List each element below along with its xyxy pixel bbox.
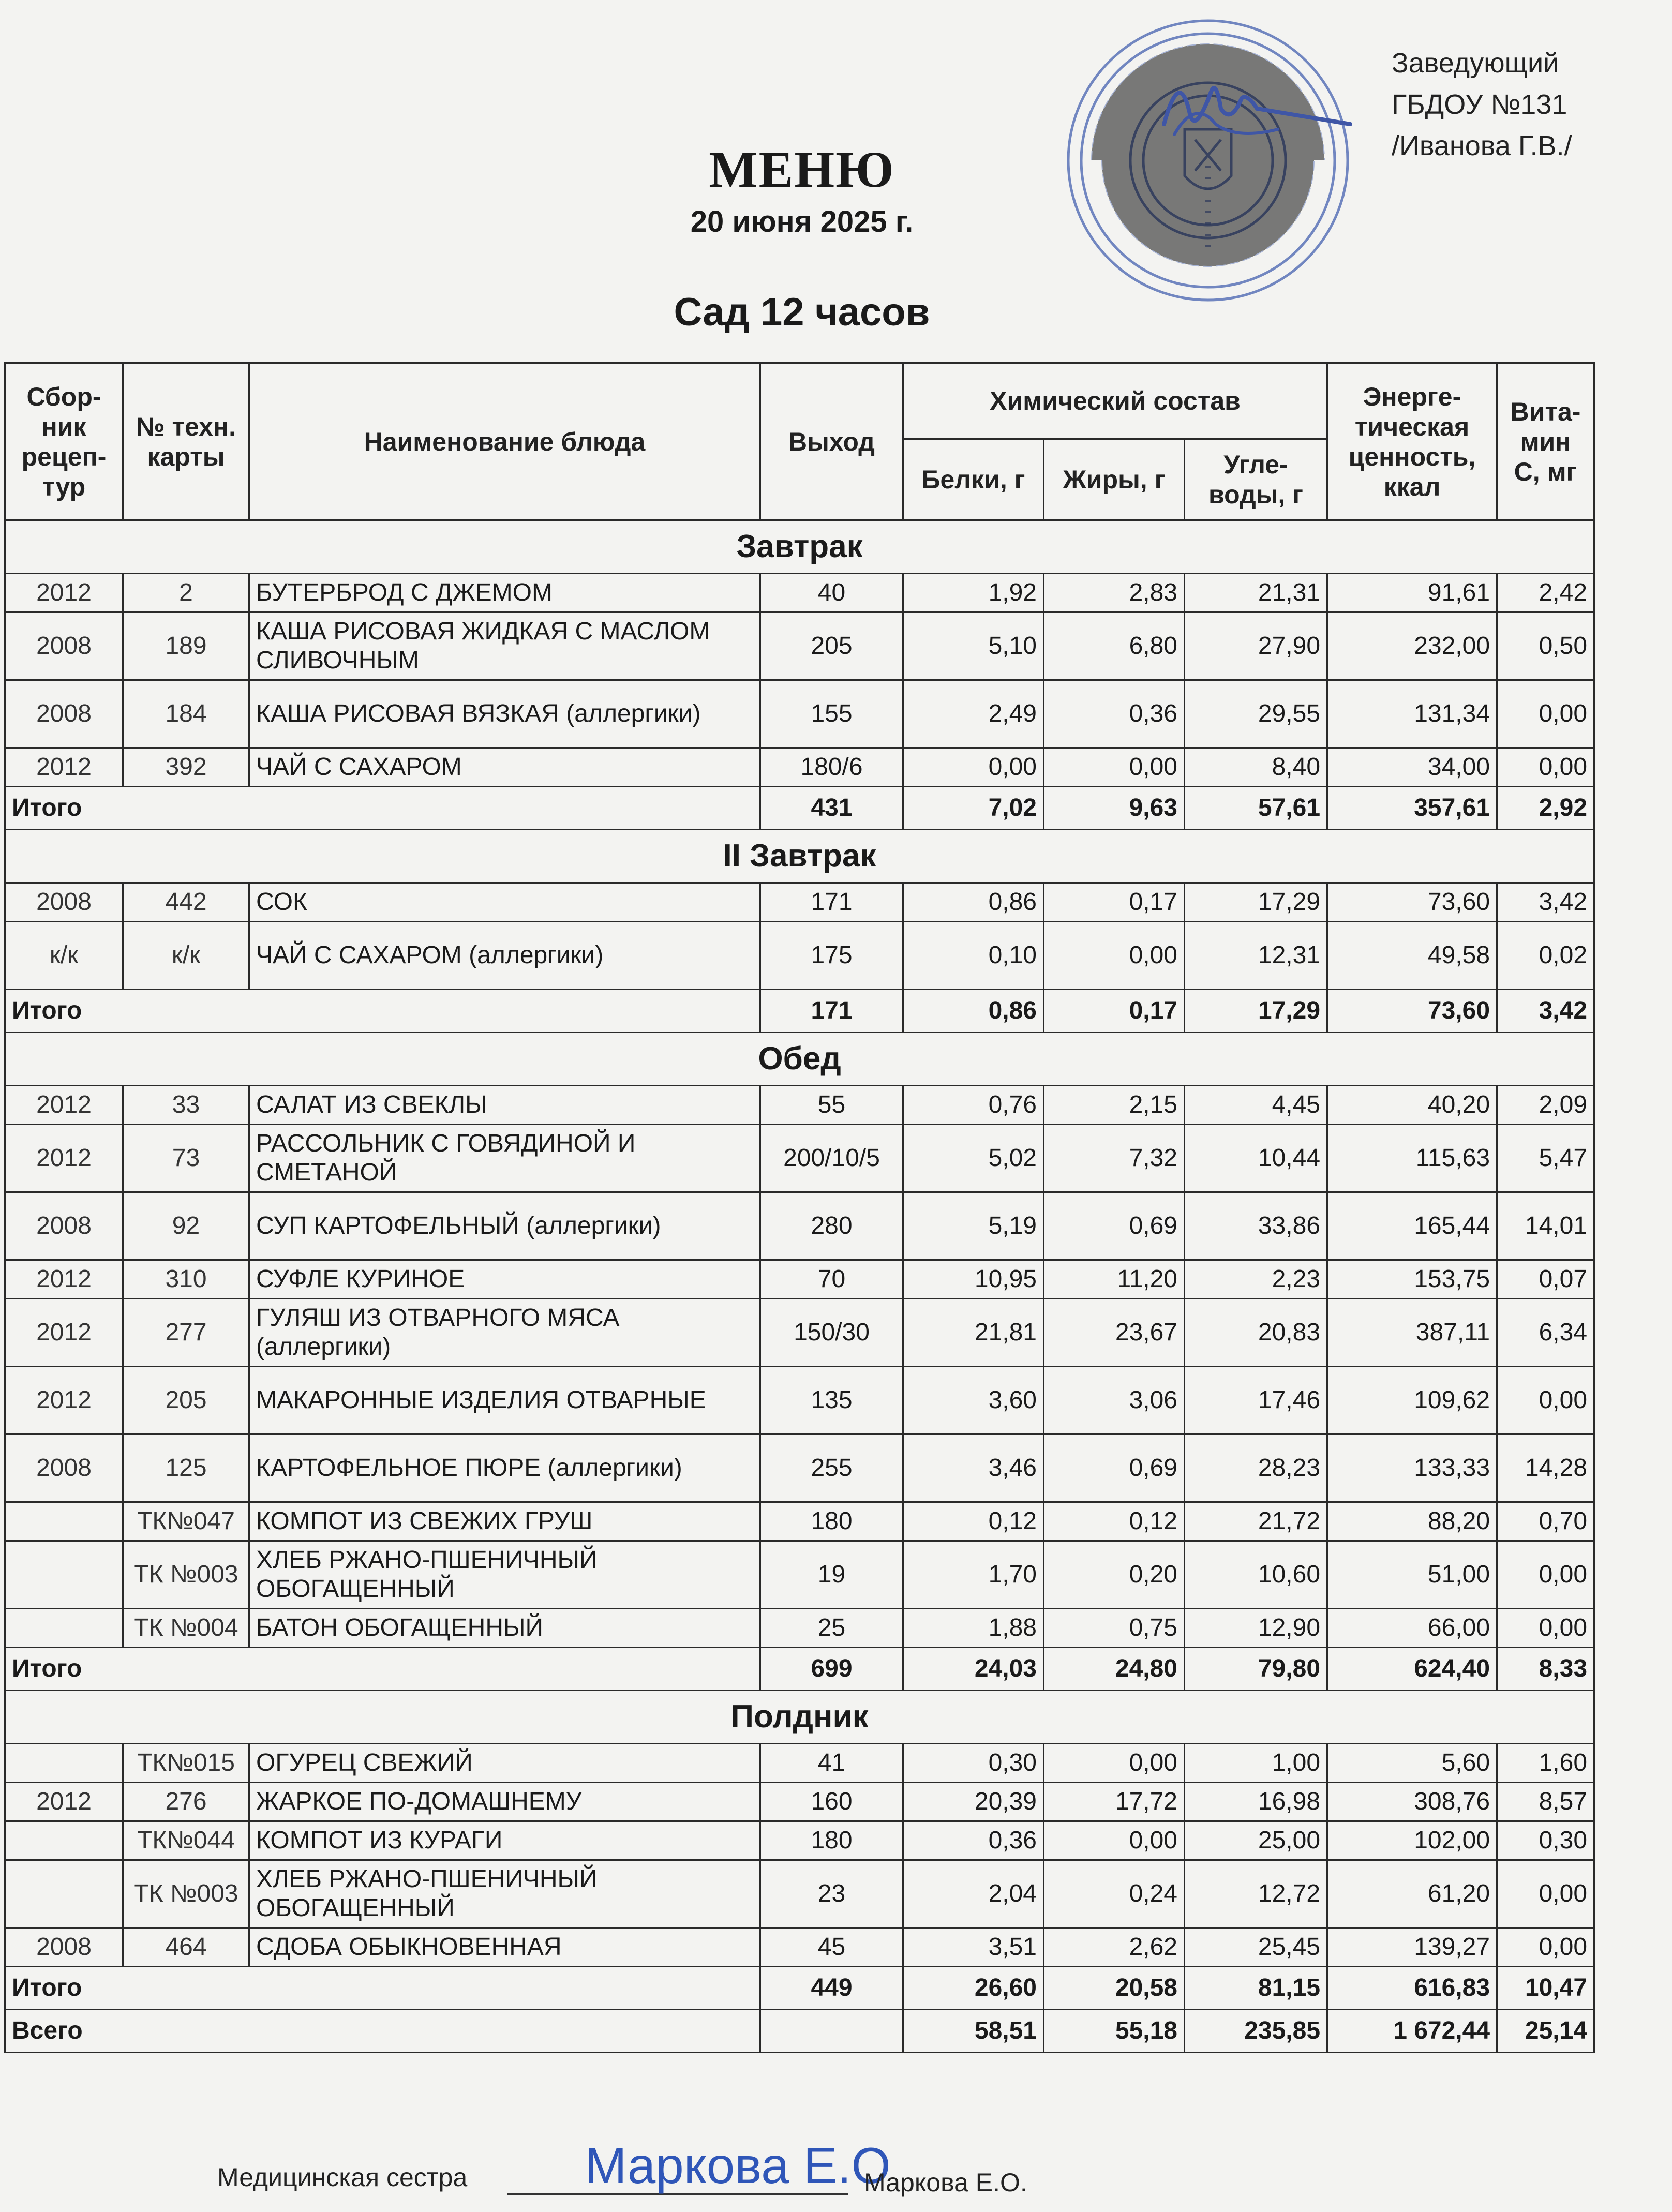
cell-fat: 2,15: [1044, 1086, 1185, 1125]
section-title: II Завтрак: [5, 830, 1594, 883]
cell-carbs: 10,44: [1185, 1125, 1327, 1192]
cell-energy: 308,76: [1327, 1783, 1497, 1821]
total-fat: 24,80: [1044, 1648, 1185, 1691]
cell-carbs: 8,40: [1185, 748, 1327, 787]
cell-fat: 0,36: [1044, 680, 1185, 748]
cell-carbs: 1,00: [1185, 1744, 1327, 1783]
cell-tech-card: ТК№015: [123, 1744, 249, 1783]
cell-tech-card: 442: [123, 883, 249, 922]
table-row: [5, 1125, 1594, 1192]
cell-vitc: 2,09: [1497, 1086, 1594, 1125]
total-label: Итого: [5, 787, 760, 830]
cell-carbs: 12,31: [1185, 922, 1327, 990]
cell-sbornik: 2008: [5, 612, 123, 680]
cell-carbs: 17,46: [1185, 1367, 1327, 1434]
cell-fat: 23,67: [1044, 1299, 1185, 1367]
cell-dish-name: БАТОН ОБОГАЩЕННЫЙ: [249, 1609, 760, 1648]
cell-fat: 0,20: [1044, 1541, 1185, 1609]
table-row: [5, 574, 1594, 612]
cell-dish-name: ГУЛЯШ ИЗ ОТВАРНОГО МЯСА (аллергики): [249, 1299, 760, 1367]
col-fat: Жиры, г: [1044, 439, 1185, 520]
table-row: [5, 1783, 1594, 1821]
cell-tech-card: 310: [123, 1260, 249, 1299]
total-row: [5, 787, 1594, 830]
col-carbs: Угле-воды, г: [1185, 439, 1327, 520]
cell-tech-card: 392: [123, 748, 249, 787]
table-row: [5, 1260, 1594, 1299]
menu-date: 20 июня 2025 г.: [690, 205, 914, 238]
cell-vitc: 0,00: [1497, 1609, 1594, 1648]
cell-protein: 3,60: [903, 1367, 1044, 1434]
menu-body: [5, 520, 1594, 2053]
cell-tech-card: ТК№044: [123, 1821, 249, 1860]
cell-dish-name: КАША РИСОВАЯ ЖИДКАЯ С МАСЛОМ СЛИВОЧНЫМ: [249, 612, 760, 680]
section-header: [5, 1691, 1594, 1744]
cell-energy: 109,62: [1327, 1367, 1497, 1434]
grand-total-energy: 1 672,44: [1327, 2010, 1497, 2053]
cell-output: 45: [760, 1928, 903, 1967]
cell-sbornik: 2008: [5, 1434, 123, 1502]
cell-vitc: 0,00: [1497, 748, 1594, 787]
cell-sbornik: 2008: [5, 680, 123, 748]
cell-dish-name: САЛАТ ИЗ СВЕКЛЫ: [249, 1086, 760, 1125]
cell-carbs: 17,29: [1185, 883, 1327, 922]
cell-fat: 0,00: [1044, 1744, 1185, 1783]
cell-dish-name: РАССОЛЬНИК С ГОВЯДИНОЙ И СМЕТАНОЙ: [249, 1125, 760, 1192]
total-vitc: 8,33: [1497, 1648, 1594, 1691]
cell-carbs: 4,45: [1185, 1086, 1327, 1125]
total-carbs: 79,80: [1185, 1648, 1327, 1691]
approval-line-name: /Иванова Г.В./: [1392, 130, 1572, 161]
cell-protein: 1,88: [903, 1609, 1044, 1648]
cell-output: 160: [760, 1783, 903, 1821]
section-title: Завтрак: [5, 520, 1594, 574]
cell-energy: 34,00: [1327, 748, 1497, 787]
cell-sbornik: [5, 1744, 123, 1783]
col-output: Выход: [760, 363, 903, 520]
cell-vitc: 14,01: [1497, 1192, 1594, 1260]
col-protein: Белки, г: [903, 439, 1044, 520]
cell-carbs: 21,72: [1185, 1502, 1327, 1541]
cell-energy: 115,63: [1327, 1125, 1497, 1192]
cell-protein: 5,02: [903, 1125, 1044, 1192]
total-protein: 7,02: [903, 787, 1044, 830]
cell-sbornik: 2008: [5, 1928, 123, 1967]
total-output: 449: [760, 1967, 903, 2010]
cell-sbornik: 2008: [5, 883, 123, 922]
cell-carbs: 28,23: [1185, 1434, 1327, 1502]
cell-dish-name: СУФЛЕ КУРИНОЕ: [249, 1260, 760, 1299]
cell-vitc: 0,00: [1497, 1367, 1594, 1434]
grand-total-fat: 55,18: [1044, 2010, 1185, 2053]
grand-total-vitc: 25,14: [1497, 2010, 1594, 2053]
footer-name: Маркова Е.О.: [864, 2168, 1027, 2197]
cell-output: 175: [760, 922, 903, 990]
footer-role: Медицинская сестра: [217, 2163, 468, 2192]
cell-fat: 2,62: [1044, 1928, 1185, 1967]
cell-fat: 2,83: [1044, 574, 1185, 612]
cell-output: 180: [760, 1502, 903, 1541]
cell-vitc: 0,00: [1497, 680, 1594, 748]
cell-output: 150/30: [760, 1299, 903, 1367]
cell-protein: 1,92: [903, 574, 1044, 612]
cell-output: 280: [760, 1192, 903, 1260]
total-vitc: 2,92: [1497, 787, 1594, 830]
cell-dish-name: ХЛЕБ РЖАНО-ПШЕНИЧНЫЙ ОБОГАЩЕННЫЙ: [249, 1860, 760, 1928]
grand-total-row: [5, 2010, 1594, 2053]
cell-tech-card: к/к: [123, 922, 249, 990]
section-header: [5, 830, 1594, 883]
cell-fat: 0,75: [1044, 1609, 1185, 1648]
cell-protein: 20,39: [903, 1783, 1044, 1821]
cell-sbornik: [5, 1541, 123, 1609]
cell-output: 205: [760, 612, 903, 680]
cell-dish-name: СОК: [249, 883, 760, 922]
cell-sbornik: 2012: [5, 1086, 123, 1125]
cell-protein: 5,19: [903, 1192, 1044, 1260]
table-row: [5, 1192, 1594, 1260]
approval-line-org: ГБДОУ №131: [1392, 89, 1568, 120]
cell-carbs: 25,45: [1185, 1928, 1327, 1967]
section-title: Полдник: [5, 1691, 1594, 1744]
cell-output: 25: [760, 1609, 903, 1648]
cell-vitc: 5,47: [1497, 1125, 1594, 1192]
cell-fat: 7,32: [1044, 1125, 1185, 1192]
cell-tech-card: 73: [123, 1125, 249, 1192]
cell-energy: 73,60: [1327, 883, 1497, 922]
menu-table: [4, 362, 1595, 2053]
cell-vitc: 0,70: [1497, 1502, 1594, 1541]
cell-carbs: 25,00: [1185, 1821, 1327, 1860]
total-energy: 624,40: [1327, 1648, 1497, 1691]
cell-dish-name: КАША РИСОВАЯ ВЯЗКАЯ (аллергики): [249, 680, 760, 748]
cell-energy: 232,00: [1327, 612, 1497, 680]
cell-vitc: 1,60: [1497, 1744, 1594, 1783]
cell-energy: 51,00: [1327, 1541, 1497, 1609]
cell-sbornik: 2012: [5, 1783, 123, 1821]
cell-energy: 139,27: [1327, 1928, 1497, 1967]
cell-dish-name: БУТЕРБРОД С ДЖЕМОМ: [249, 574, 760, 612]
cell-fat: 0,17: [1044, 883, 1185, 922]
cell-tech-card: ТК №003: [123, 1860, 249, 1928]
cell-vitc: 2,42: [1497, 574, 1594, 612]
handwritten-signature: Маркова Е.О: [585, 2137, 891, 2194]
cell-energy: 153,75: [1327, 1260, 1497, 1299]
cell-energy: 66,00: [1327, 1609, 1497, 1648]
table-row: [5, 1367, 1594, 1434]
cell-tech-card: ТК №004: [123, 1609, 249, 1648]
cell-sbornik: [5, 1609, 123, 1648]
cell-protein: 2,04: [903, 1860, 1044, 1928]
cell-protein: 0,36: [903, 1821, 1044, 1860]
cell-energy: 61,20: [1327, 1860, 1497, 1928]
total-vitc: 10,47: [1497, 1967, 1594, 2010]
cell-tech-card: 276: [123, 1783, 249, 1821]
cell-dish-name: ХЛЕБ РЖАНО-ПШЕНИЧНЫЙ ОБОГАЩЕННЫЙ: [249, 1541, 760, 1609]
cell-output: 23: [760, 1860, 903, 1928]
table-row: [5, 1541, 1594, 1609]
cell-tech-card: 2: [123, 574, 249, 612]
cell-output: 41: [760, 1744, 903, 1783]
cell-carbs: 20,83: [1185, 1299, 1327, 1367]
cell-energy: 40,20: [1327, 1086, 1497, 1125]
section-title: Обед: [5, 1033, 1594, 1086]
cell-dish-name: КОМПОТ ИЗ КУРАГИ: [249, 1821, 760, 1860]
cell-vitc: 6,34: [1497, 1299, 1594, 1367]
cell-output: 180: [760, 1821, 903, 1860]
cell-tech-card: 189: [123, 612, 249, 680]
cell-fat: 0,24: [1044, 1860, 1185, 1928]
cell-tech-card: 277: [123, 1299, 249, 1367]
cell-dish-name: СУП КАРТОФЕЛЬНЫЙ (аллергики): [249, 1192, 760, 1260]
cell-protein: 5,10: [903, 612, 1044, 680]
cell-vitc: 0,00: [1497, 1541, 1594, 1609]
table-row: [5, 612, 1594, 680]
table-row: [5, 1086, 1594, 1125]
total-fat: 0,17: [1044, 990, 1185, 1033]
cell-carbs: 33,86: [1185, 1192, 1327, 1260]
cell-protein: 0,12: [903, 1502, 1044, 1541]
grand-total-protein: 58,51: [903, 2010, 1044, 2053]
cell-carbs: 10,60: [1185, 1541, 1327, 1609]
cell-energy: 165,44: [1327, 1192, 1497, 1260]
total-fat: 9,63: [1044, 787, 1185, 830]
col-energy: Энерге-тическая ценность, ккал: [1327, 363, 1497, 520]
cell-sbornik: 2012: [5, 1367, 123, 1434]
table-row: [5, 1609, 1594, 1648]
table-row: [5, 1821, 1594, 1860]
cell-protein: 21,81: [903, 1299, 1044, 1367]
cell-sbornik: 2012: [5, 748, 123, 787]
total-fat: 20,58: [1044, 1967, 1185, 2010]
cell-output: 155: [760, 680, 903, 748]
col-vitc: Вита-мин С, мг: [1497, 363, 1594, 520]
total-energy: 73,60: [1327, 990, 1497, 1033]
cell-sbornik: к/к: [5, 922, 123, 990]
cell-fat: 17,72: [1044, 1783, 1185, 1821]
cell-tech-card: 92: [123, 1192, 249, 1260]
col-tech-card: № техн. карты: [123, 363, 249, 520]
cell-dish-name: СДОБА ОБЫКНОВЕННАЯ: [249, 1928, 760, 1967]
cell-fat: 0,00: [1044, 1821, 1185, 1860]
grand-total-carbs: 235,85: [1185, 2010, 1327, 2053]
cell-energy: 131,34: [1327, 680, 1497, 748]
cell-fat: 0,00: [1044, 748, 1185, 787]
cell-carbs: 12,72: [1185, 1860, 1327, 1928]
cell-fat: 11,20: [1044, 1260, 1185, 1299]
approval-line-position: Заведующий: [1392, 48, 1559, 79]
section-header: [5, 520, 1594, 574]
cell-protein: 0,86: [903, 883, 1044, 922]
cell-protein: 0,00: [903, 748, 1044, 787]
total-row: [5, 990, 1594, 1033]
cell-fat: 0,12: [1044, 1502, 1185, 1541]
grand-total-output: [760, 2010, 903, 2053]
table-row: [5, 1860, 1594, 1928]
cell-tech-card: 184: [123, 680, 249, 748]
total-protein: 26,60: [903, 1967, 1044, 2010]
cell-sbornik: [5, 1860, 123, 1928]
cell-dish-name: ЖАРКОЕ ПО-ДОМАШНЕМУ: [249, 1783, 760, 1821]
cell-output: 180/6: [760, 748, 903, 787]
cell-dish-name: МАКАРОННЫЕ ИЗДЕЛИЯ ОТВАРНЫЕ: [249, 1367, 760, 1434]
grand-total-label: Всего: [5, 2010, 760, 2053]
table-row: [5, 1744, 1594, 1783]
cell-tech-card: 205: [123, 1367, 249, 1434]
cell-protein: 0,10: [903, 922, 1044, 990]
cell-protein: 0,76: [903, 1086, 1044, 1125]
section-header: [5, 1033, 1594, 1086]
col-chem: Химический состав: [903, 363, 1327, 439]
cell-energy: 49,58: [1327, 922, 1497, 990]
cell-protein: 0,30: [903, 1744, 1044, 1783]
cell-vitc: 0,30: [1497, 1821, 1594, 1860]
cell-energy: 5,60: [1327, 1744, 1497, 1783]
col-sbornik: Сбор-ник рецеп-тур: [5, 363, 123, 520]
cell-vitc: 0,00: [1497, 1860, 1594, 1928]
cell-energy: 387,11: [1327, 1299, 1497, 1367]
cell-carbs: 16,98: [1185, 1783, 1327, 1821]
table-row: [5, 883, 1594, 922]
cell-vitc: 3,42: [1497, 883, 1594, 922]
total-label: Итого: [5, 990, 760, 1033]
table-row: [5, 748, 1594, 787]
cell-dish-name: КОМПОТ ИЗ СВЕЖИХ ГРУШ: [249, 1502, 760, 1541]
cell-protein: 10,95: [903, 1260, 1044, 1299]
cell-protein: 1,70: [903, 1541, 1044, 1609]
cell-sbornik: 2012: [5, 1125, 123, 1192]
cell-output: 55: [760, 1086, 903, 1125]
cell-vitc: 0,50: [1497, 612, 1594, 680]
cell-vitc: 0,02: [1497, 922, 1594, 990]
cell-tech-card: 125: [123, 1434, 249, 1502]
total-output: 171: [760, 990, 903, 1033]
cell-tech-card: 464: [123, 1928, 249, 1967]
cell-energy: 91,61: [1327, 574, 1497, 612]
table-row: [5, 680, 1594, 748]
total-carbs: 57,61: [1185, 787, 1327, 830]
cell-dish-name: КАРТОФЕЛЬНОЕ ПЮРЕ (аллергики): [249, 1434, 760, 1502]
cell-vitc: 0,00: [1497, 1928, 1594, 1967]
cell-fat: 0,00: [1044, 922, 1185, 990]
total-row: [5, 1648, 1594, 1691]
total-carbs: 17,29: [1185, 990, 1327, 1033]
col-dish-name: Наименование блюда: [249, 363, 760, 520]
cell-output: 19: [760, 1541, 903, 1609]
cell-output: 171: [760, 883, 903, 922]
cell-tech-card: 33: [123, 1086, 249, 1125]
cell-carbs: 2,23: [1185, 1260, 1327, 1299]
cell-sbornik: [5, 1821, 123, 1860]
cell-carbs: 29,55: [1185, 680, 1327, 748]
cell-dish-name: ОГУРЕЦ СВЕЖИЙ: [249, 1744, 760, 1783]
cell-sbornik: 2012: [5, 574, 123, 612]
cell-fat: 3,06: [1044, 1367, 1185, 1434]
cell-output: 135: [760, 1367, 903, 1434]
cell-output: 255: [760, 1434, 903, 1502]
table-row: [5, 1299, 1594, 1367]
total-label: Итого: [5, 1648, 760, 1691]
cell-sbornik: [5, 1502, 123, 1541]
cell-carbs: 21,31: [1185, 574, 1327, 612]
table-row: [5, 1928, 1594, 1967]
table-row: [5, 1434, 1594, 1502]
cell-fat: 0,69: [1044, 1434, 1185, 1502]
cell-output: 70: [760, 1260, 903, 1299]
cell-vitc: 14,28: [1497, 1434, 1594, 1502]
cell-vitc: 8,57: [1497, 1783, 1594, 1821]
total-row: [5, 1967, 1594, 2010]
page-title: МЕНЮ: [709, 141, 895, 198]
total-protein: 24,03: [903, 1648, 1044, 1691]
cell-tech-card: ТК№047: [123, 1502, 249, 1541]
menu-subtitle: Сад 12 часов: [674, 290, 930, 334]
total-energy: 616,83: [1327, 1967, 1497, 2010]
cell-sbornik: 2012: [5, 1260, 123, 1299]
total-carbs: 81,15: [1185, 1967, 1327, 2010]
cell-sbornik: 2008: [5, 1192, 123, 1260]
cell-output: 200/10/5: [760, 1125, 903, 1192]
cell-dish-name: ЧАЙ С САХАРОМ: [249, 748, 760, 787]
cell-dish-name: ЧАЙ С САХАРОМ (аллергики): [249, 922, 760, 990]
total-output: 431: [760, 787, 903, 830]
cell-energy: 102,00: [1327, 1821, 1497, 1860]
cell-energy: 88,20: [1327, 1502, 1497, 1541]
cell-output: 40: [760, 574, 903, 612]
cell-protein: 3,46: [903, 1434, 1044, 1502]
table-row: [5, 922, 1594, 990]
cell-carbs: 27,90: [1185, 612, 1327, 680]
cell-protein: 3,51: [903, 1928, 1044, 1967]
total-vitc: 3,42: [1497, 990, 1594, 1033]
total-protein: 0,86: [903, 990, 1044, 1033]
total-label: Итого: [5, 1967, 760, 2010]
table-row: [5, 1502, 1594, 1541]
cell-tech-card: ТК №003: [123, 1541, 249, 1609]
cell-carbs: 12,90: [1185, 1609, 1327, 1648]
cell-fat: 0,69: [1044, 1192, 1185, 1260]
cell-sbornik: 2012: [5, 1299, 123, 1367]
cell-vitc: 0,07: [1497, 1260, 1594, 1299]
total-energy: 357,61: [1327, 787, 1497, 830]
cell-energy: 133,33: [1327, 1434, 1497, 1502]
cell-protein: 2,49: [903, 680, 1044, 748]
cell-fat: 6,80: [1044, 612, 1185, 680]
total-output: 699: [760, 1648, 903, 1691]
